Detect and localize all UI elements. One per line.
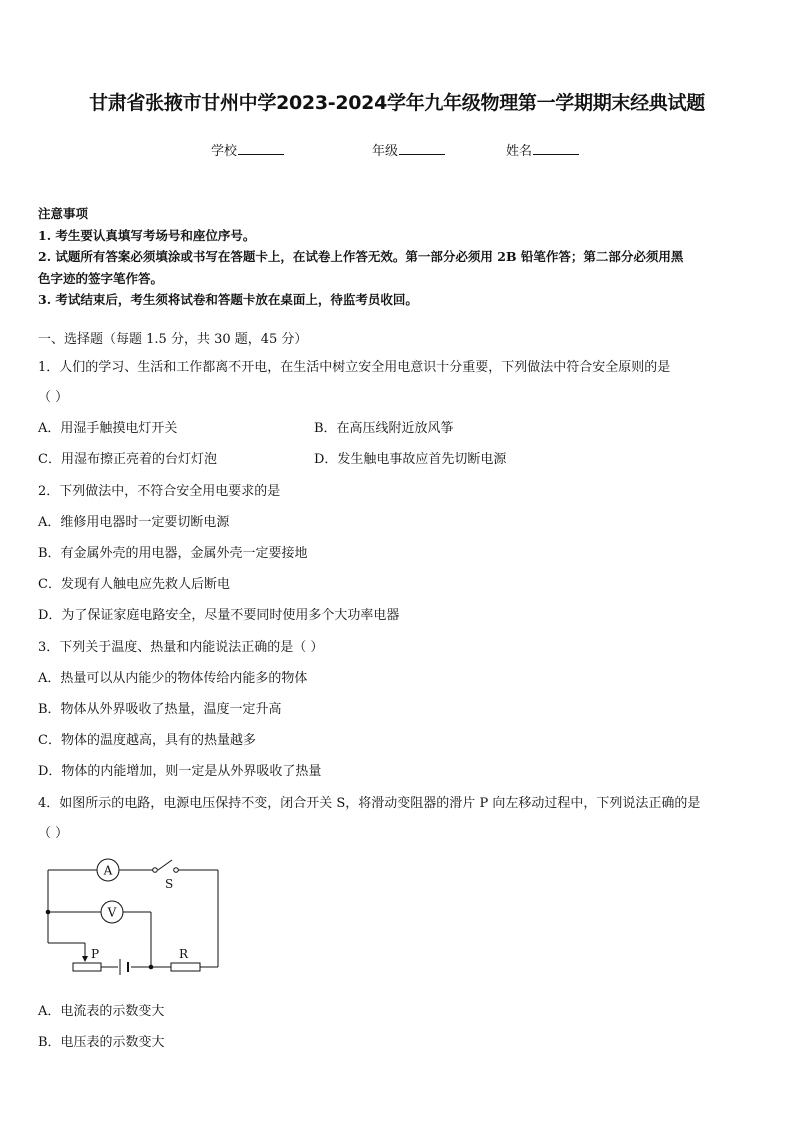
question-3-option-d: D．物体的内能增加，则一定是从外界吸收了热量 [38, 764, 322, 779]
question-3-option-b: B．物体从外界吸收了热量，温度一定升高 [38, 702, 282, 717]
switch-contact [174, 868, 179, 873]
name-label: 姓名 [506, 144, 533, 159]
question-2-stem: 2．下列做法中，不符合安全用电要求的是 [38, 484, 281, 499]
question-3-option-c: C．物体的温度越高，具有的热量越多 [38, 733, 256, 748]
question-3-option-a: A．热量可以从内能少的物体传给内能多的物体 [38, 671, 308, 686]
school-label: 学校 [211, 144, 238, 159]
question-1-option-c: C．用湿布擦正亮着的台灯灯泡 [38, 452, 217, 467]
junction-dot [149, 965, 154, 970]
question-1-option-a: A．用湿手触摸电灯开关 [38, 421, 178, 436]
question-2-option-b: B．有金属外壳的用电器，金属外壳一定要接地 [38, 546, 308, 561]
school-field[interactable] [211, 140, 284, 159]
resistor-label: R [179, 947, 189, 961]
notice-item: 1. 考生要认真填写考场号和座位序号。 [38, 227, 256, 243]
slider-label: P [91, 947, 100, 961]
switch-blade [158, 860, 172, 870]
question-1-stem: 1．人们的学习、生活和工作都离不开电，在生活中树立安全用电意识十分重要，下列做法中符合安全原则的是 [38, 360, 671, 375]
question-4-paren: （ ） [38, 826, 69, 841]
notice-item: 3. 考试结束后，考生须将试卷和答题卡放在桌面上，待监考员收回。 [38, 292, 418, 307]
question-4-option-a: A．电流表的示数变大 [38, 1004, 165, 1019]
switch-label: S [165, 877, 174, 891]
name-field[interactable] [506, 140, 579, 159]
rheostat [73, 963, 101, 971]
voltmeter-label: V [107, 905, 117, 920]
section-heading: 一、选择题（每题 1.5 分，共 30 题，45 分） [38, 332, 308, 347]
question-1-option-d: D．发生触电事故应首先切断电源 [314, 452, 507, 467]
ammeter-label: A [103, 863, 113, 878]
grade-label: 年级 [372, 144, 399, 159]
notice-block [38, 203, 760, 311]
circuit-diagram [38, 850, 238, 980]
notice-item: 色字迹的签字笔作答。 [38, 270, 164, 286]
resistor [171, 963, 200, 971]
question-2-option-d: D．为了保证家庭电路安全，尽量不要同时使用多个大功率电器 [38, 608, 400, 623]
question-2-option-a: A．维修用电器时一定要切断电源 [38, 515, 230, 530]
switch-contact [153, 868, 158, 873]
school-blank[interactable] [238, 142, 284, 155]
slider-arrowhead [82, 956, 88, 962]
question-4-option-b: B．电压表的示数变大 [38, 1035, 165, 1050]
grade-field[interactable] [372, 140, 445, 159]
notice-item: 2. 试题所有答案必须填涂或书写在答题卡上，在试卷上作答无效。第一部分必须用 2B 铅笔作答；第二部分必须用黑 [38, 249, 684, 264]
page-title: 甘肃省张掖市甘州中学2023-2024学年九年级物理第一学期期末经典试题 [89, 92, 705, 114]
question-4-stem: 4．如图所示的电路，电源电压保持不变，闭合开关 S，将滑动变阻器的滑片 P 向左移动过程中，下列说法正确的是 [38, 796, 701, 811]
question-1-option-b: B．在高压线附近放风筝 [314, 421, 454, 436]
question-2-option-c: C．发现有人触电应先救人后断电 [38, 577, 230, 592]
junction-dot [46, 910, 51, 915]
name-blank[interactable] [533, 142, 579, 155]
notice-heading: 注意事项 [38, 206, 89, 221]
question-1-paren: （ ） [38, 390, 69, 405]
grade-blank[interactable] [399, 142, 445, 155]
question-3-stem: 3．下列关于温度、热量和内能说法正确的是（ ） [38, 640, 324, 655]
